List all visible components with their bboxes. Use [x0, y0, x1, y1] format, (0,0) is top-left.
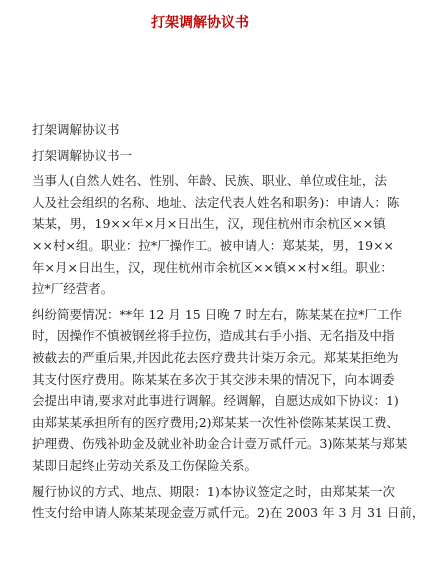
paragraph-line: 时，因操作不慎被钢丝将手拉伤，造成其右手小指、无名指及中指 [32, 328, 395, 344]
paragraph-line: 履行协议的方式、地点、期限：1)本协议签定之时，由郑某某一次 [32, 483, 395, 499]
paragraph-dispute [32, 304, 408, 477]
paragraph-line: 性支付给申请人陈某某现金壹万贰仟元。2)在 2003 年 3 月 31 日前， [32, 505, 424, 521]
paragraph-line: 会提出申请,要求对此事进行调解。经调解，自愿达成如下协议：1) [32, 393, 399, 409]
paragraph-line: 护理费、伤残补助金及就业补助金合计壹万贰仟元。3)陈某某与郑某 [32, 436, 408, 452]
heading-1 [32, 119, 374, 141]
paragraph-line: 当事人(自然人姓名、性别、年龄、民族、职业、单位或住址，法 [32, 173, 387, 189]
paragraph-line: 某某，男，19××年×月×日出生，汉，现住杭州市余杭区××镇 [32, 216, 386, 232]
paragraph-line: ××村×组。职业：拉*厂操作工。被申请人：郑某某，男，19×× [32, 237, 395, 253]
paragraph-line: 年×月×日出生，汉，现住杭州市余杭区××镇××村×组。职业： [32, 259, 393, 275]
paragraph-line: 纠纷简要情况：**年 12 月 15 日晚 7 时左右，陈某某在拉*厂工作 [32, 306, 402, 322]
document-body [32, 119, 424, 528]
paragraph-line: 被截去的严重后果,并因此花去医疗费共计柒万余元。郑某某拒绝为 [32, 349, 399, 365]
heading-1-text: 打架调解协议书 [32, 122, 120, 137]
paragraph-line: 其支付医疗费用。陈某某在多次于其交涉未果的情况下，向本调委 [32, 371, 395, 387]
paragraph-performance [32, 481, 424, 524]
paragraph-parties [32, 170, 400, 300]
paragraph-line: 由郑某某承担所有的医疗费用;2)郑某某一次性补偿陈某某误工费、 [32, 414, 400, 430]
document-title: 打架调解协议书 [151, 15, 249, 31]
heading-2 [32, 145, 374, 167]
heading-2-text: 打架调解协议书一 [32, 147, 133, 163]
paragraph-line: 拉*厂经营者。 [32, 281, 114, 297]
paragraph-line: 人及社会组织的名称、地址、法定代表人姓名和职务)：申请人：陈 [32, 194, 400, 210]
paragraph-line: 某即日起终止劳动关系及工伤保险关系。 [32, 457, 258, 473]
